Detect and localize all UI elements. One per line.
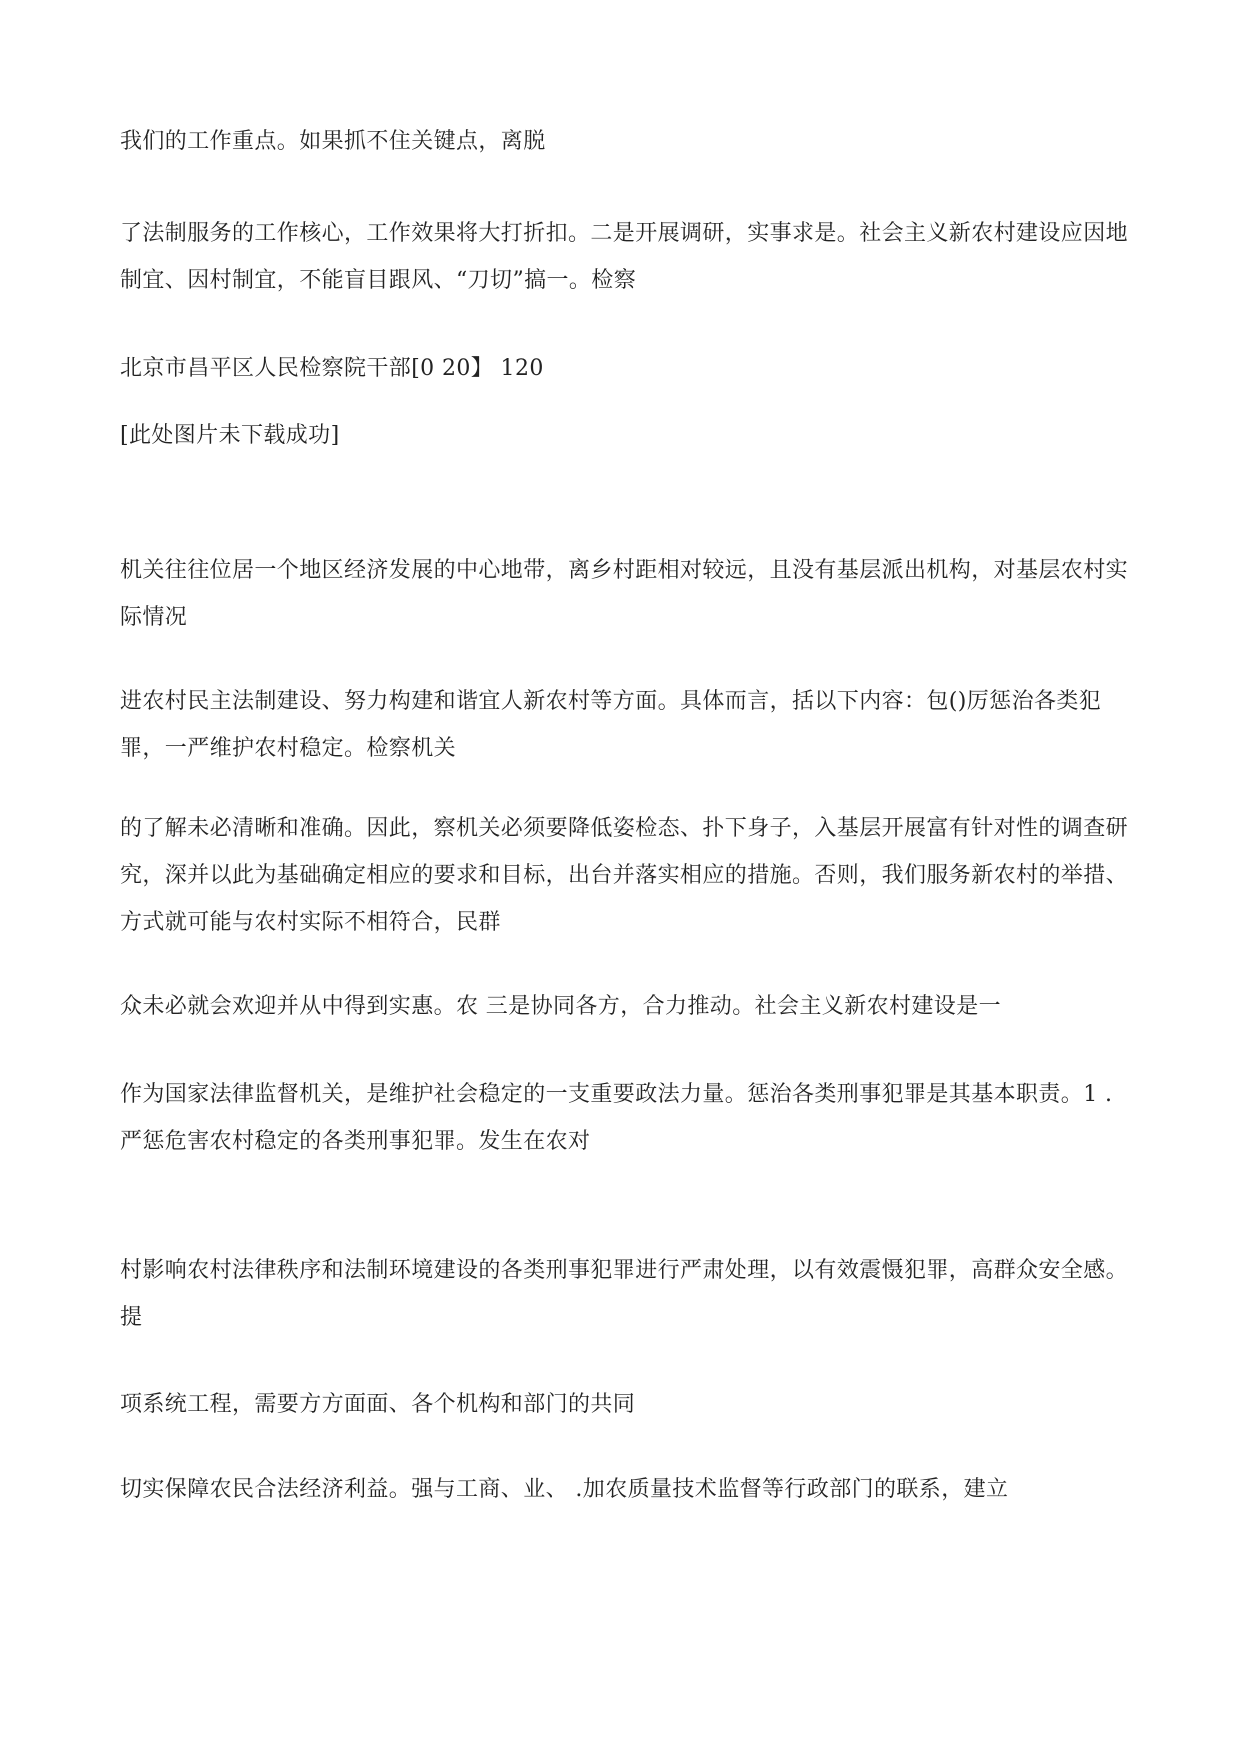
paragraph-11: 切实保障农民合法经济利益。强与工商、业、 .加农质量技术监督等行政部门的联系，建立 bbox=[120, 1477, 1009, 1502]
paragraph-6: 的了解未必清晰和准确。因此，察机关必须要降低姿检态、扑下身子，入基层开展富有针对性的调查研究，深并以此为基础确定相应的要求和目标，出台并落实相应的措施。否则，我们服务新农村的举措、方式就可能与农村实际不相符合，民群 bbox=[120, 816, 1129, 935]
paragraph-10: 项系统工程，需要方方面面、各个机构和部门的共同 bbox=[120, 1392, 636, 1417]
paragraph-9: 村影响农村法律秩序和法制环境建设的各类刑事犯罪进行严肃处理，以有效震慑犯罪，高群众安全感。提 bbox=[120, 1258, 1129, 1330]
paragraph-7: 众未必就会欢迎并从中得到实惠。农 三是协同各方，合力推动。社会主义新农村建设是一 bbox=[120, 994, 1001, 1019]
paragraph-4: 机关往往位居一个地区经济发展的中心地带，离乡村距相对较远，且没有基层派出机构，对基层农村实际情况 bbox=[120, 558, 1129, 630]
paragraph-8: 作为国家法律监督机关，是维护社会稳定的一支重要政法力量。惩治各类刑事犯罪是其基本职责。1 .严惩危害农村稳定的各类刑事犯罪。发生在农对 bbox=[120, 1082, 1113, 1154]
paragraph-3: 北京市昌平区人民检察院干部[0 20】 120 bbox=[120, 356, 544, 381]
paragraph-5: 进农村民主法制建设、努力构建和谐宜人新农村等方面。具体而言，括以下内容：包()厉惩治各类犯罪，一严维护农村稳定。检察机关 bbox=[120, 689, 1102, 761]
paragraph-2: 了法制服务的工作核心，工作效果将大打折扣。二是开展调研，实事求是。社会主义新农村建设应因地制宜、因村制宜，不能盲目跟风、“刀切”搞一。检察 bbox=[120, 221, 1129, 293]
paragraph-1: 我们的工作重点。如果抓不住关键点，离脱 bbox=[120, 129, 546, 154]
image-placeholder-text: [此处图片未下载成功] bbox=[120, 423, 340, 448]
